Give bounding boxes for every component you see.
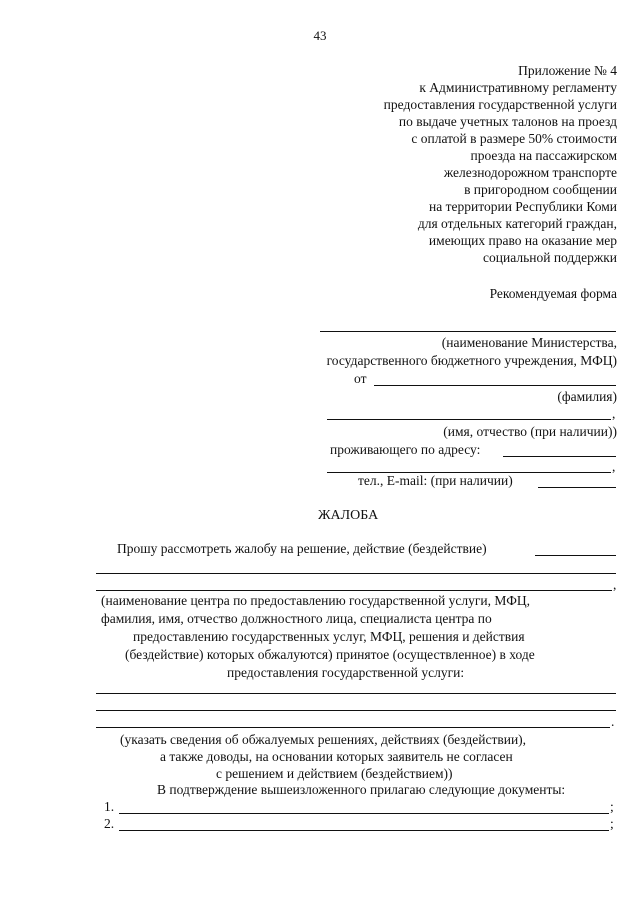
- details-line-2: а также доводы, на основании которых заявитель не согласен: [160, 749, 513, 764]
- phone-label: тел., E-mail: (при наличии): [358, 473, 513, 488]
- header-line-8: в пригородном сообщении: [464, 182, 617, 197]
- explanation-line-2: фамилия, имя, отчество должностного лица, специалиста центра по: [101, 611, 492, 626]
- attachment-field-line[interactable]: [119, 813, 609, 814]
- attachments-intro: В подтверждение вышеизложенного прилагаю следующие документы:: [157, 782, 566, 797]
- decision-period: .: [611, 714, 615, 729]
- header-line-4: по выдаче учетных талонов на проезд: [398, 114, 617, 129]
- ministry-hint-1: (наименование Министерства,: [441, 335, 617, 350]
- explanation-line-4: (бездействие) которых обжалуются) принятое (осуществленное) в ходе: [125, 647, 535, 662]
- attachment-number: 2.: [104, 816, 115, 831]
- ministry-field-line[interactable]: [320, 331, 616, 332]
- recommended-form: Рекомендуемая форма: [489, 286, 617, 301]
- surname-hint: (фамилия): [557, 389, 617, 404]
- header-line-9: на территории Республики Коми: [429, 199, 617, 214]
- header-line-3: предоставления государственной услуги: [383, 97, 617, 112]
- complaint-title: ЖАЛОБА: [318, 508, 379, 523]
- decision-field-line-2[interactable]: [96, 710, 616, 711]
- name-comma: ,: [612, 406, 616, 421]
- page-number: 43: [313, 28, 327, 43]
- address-comma: ,: [612, 459, 616, 474]
- address-field-line-1[interactable]: [503, 456, 616, 457]
- request-line: Прошу рассмотреть жалобу на решение, действие (бездействие): [117, 541, 487, 556]
- explanation-line-5: предоставления государственной услуги:: [227, 665, 465, 680]
- header-line-5: с оплатой в размере 50% стоимости: [411, 131, 617, 146]
- header-line-12: социальной поддержки: [483, 250, 617, 265]
- header-line-11: имеющих право на оказание мер: [428, 233, 617, 248]
- name-field-line[interactable]: [327, 419, 611, 420]
- details-line-3: с решением и действием (бездействием)): [216, 766, 453, 781]
- attachment-end: ;: [610, 799, 614, 814]
- attachment-end: ;: [610, 816, 614, 831]
- from-label: от: [354, 371, 367, 386]
- header-line-1: Приложение № 4: [518, 63, 617, 78]
- details-line-1: (указать сведения об обжалуемых решениях, действиях (бездействии),: [120, 732, 527, 747]
- header-line-2: к Административному регламенту: [419, 80, 617, 95]
- subject-field-line-2[interactable]: [96, 590, 612, 591]
- header-line-6: проезда на пассажирском: [470, 148, 617, 163]
- name-hint: (имя, отчество (при наличии)): [443, 424, 617, 439]
- explanation-line-3: предоставлению государственных услуг, МФЦ, решения и действия: [133, 629, 525, 644]
- from-field-line[interactable]: [374, 385, 616, 386]
- decision-field-line-1[interactable]: [96, 693, 616, 694]
- ministry-hint-2: государственного бюджетного учреждения, МФЦ): [326, 353, 617, 368]
- decision-field-line-3[interactable]: [96, 727, 610, 728]
- residing-label: проживающего по адресу:: [330, 442, 481, 457]
- attachment-field-line[interactable]: [119, 830, 609, 831]
- header-line-7: железнодорожном транспорте: [443, 165, 617, 180]
- request-field-line[interactable]: [535, 555, 616, 556]
- subject-comma: ,: [613, 577, 617, 592]
- subject-field-line-1[interactable]: [96, 573, 616, 574]
- header-line-10: для отдельных категорий граждан,: [417, 216, 617, 231]
- attachment-number: 1.: [104, 799, 115, 814]
- explanation-line-1: (наименование центра по предоставлению государственной услуги, МФЦ,: [101, 593, 530, 608]
- phone-field-line[interactable]: [538, 487, 616, 488]
